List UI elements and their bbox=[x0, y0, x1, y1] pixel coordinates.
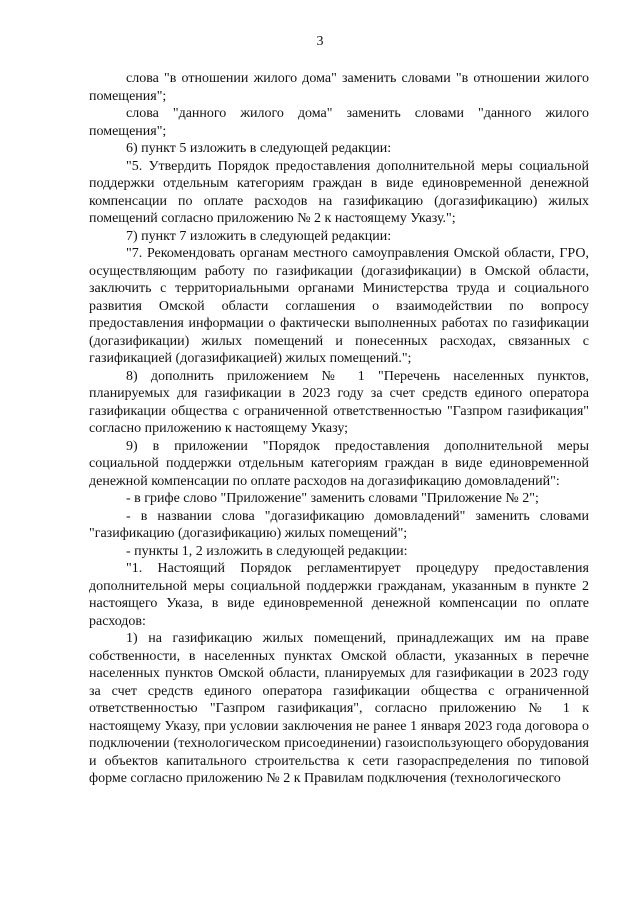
paragraph: 9) в приложении "Порядок предоставления дополнительной меры социальной поддержки отдельным категориям граждан в виде единовременной денежной компенсации по оплате расходов на догазификацию домовладений": bbox=[89, 438, 589, 489]
paragraph: 7) пункт 7 изложить в следующей редакции: bbox=[126, 228, 392, 244]
paragraph: "5. Утвердить Порядок предоставления дополнительной меры социальной поддержки отдельным категориям граждан в виде единовременной денежной компенсации по оплате расходов на газификацию (догазификацию) жилых помещений согласно приложению № 2 к настоящему Указу."; bbox=[89, 158, 589, 226]
paragraph: "7. Рекомендовать органам местного самоуправления Омской области, ГРО, осуществляющим работу по газификации (догазификации) в Омской области, заключить с территориальными органами Министерства труда и социального развития Омской области соглашения о взаимодействии по вопросу предоставления информации о фактически выполненных работах по газификации (догазификации) жилых помещений и понесенных расходах, связанных с газификацией (догазификацией) жилых помещений."; bbox=[89, 246, 589, 366]
paragraph: - пункты 1, 2 изложить в следующей редакции: bbox=[126, 543, 408, 559]
paragraph: - в названии слова "догазификацию домовладений" заменить словами "газификацию (догазификацию) жилых помещений"; bbox=[89, 508, 589, 541]
paragraph: 8) дополнить приложением № 1 "Перечень населенных пунктов, планируемых для газификации в 2023 году за счет средств единого оператора газификации общества с ограниченной ответственностью "Газпром газификация" согласно приложению к настоящему Указу; bbox=[89, 368, 589, 436]
page-number: 3 bbox=[316, 34, 324, 49]
paragraph: - в грифе слово "Приложение" заменить словами "Приложение № 2"; bbox=[126, 491, 539, 506]
paragraph: 1) на газификацию жилых помещений, принадлежащих им на праве собственности, в населенных пунктах Омской области, указанных в перечне населенных пунктов Омской области, планируемых для газификации в 2023 году за счет средств единого оператора газификации общества с ограниченной ответственностью "Газпром газификация", согласно приложению № 1 к настоящему Указу, при условии заключения не ранее 1 января 2023 года договора о подключении (технологическом присоединении) газоиспользующего оборудования и объектов капитального строительства к сети газораспределения по типовой форме согласно приложению № 2 к Правилам подключения (технологического bbox=[89, 631, 589, 786]
paragraph: слова "данного жилого дома" заменить словами "данного жилого помещения"; bbox=[89, 106, 589, 139]
paragraph: "1. Настоящий Порядок регламентирует процедуру предоставления дополнительной меры социальной поддержки гражданам, указанным в пункте 2 настоящего Указа, в виде единовременной денежной компенсации по оплате расходов: bbox=[89, 561, 589, 629]
paragraph: 6) пункт 5 изложить в следующей редакции: bbox=[126, 141, 392, 156]
paragraph: слова "в отношении жилого дома" заменить словами "в отношении жилого помещения"; bbox=[89, 71, 589, 104]
document-body bbox=[89, 70, 589, 788]
